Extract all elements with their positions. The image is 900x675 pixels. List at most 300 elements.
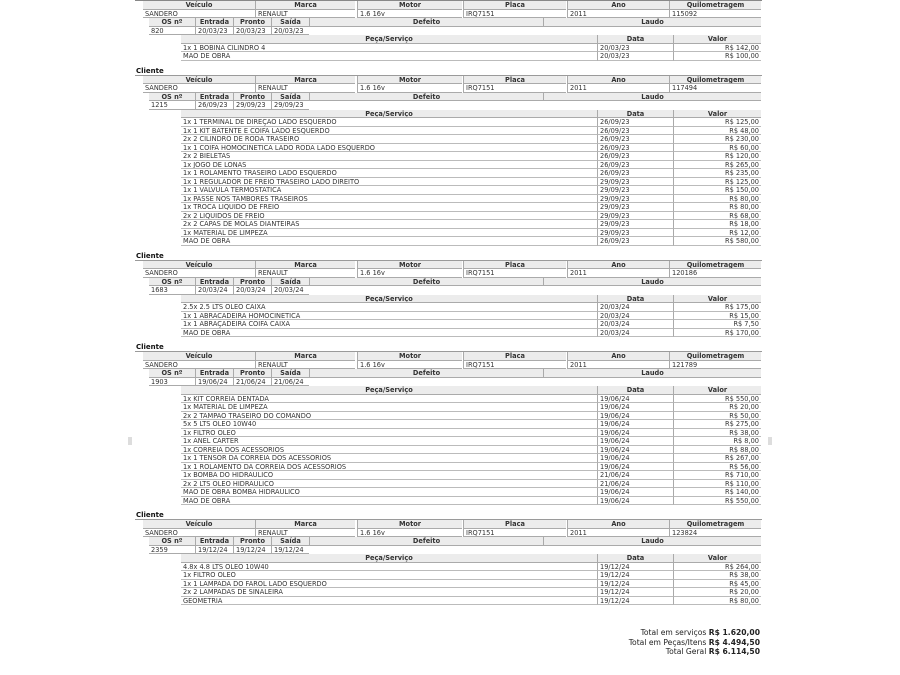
item-row — [135, 597, 762, 606]
items-header-row — [135, 295, 762, 304]
item-date: 19/12/24 — [597, 588, 673, 597]
item-row — [135, 169, 762, 178]
item-description: MAO DE OBRA — [181, 329, 597, 338]
item-row — [135, 118, 762, 127]
item-description: 1x 1 ABRACADEIRA HOMOCINETICA — [181, 312, 597, 321]
item-date: 19/06/24 — [597, 497, 673, 506]
item-description: 1x 1 COIFA HOMOCINETICA LADO RODA LADO ESQUERDO — [181, 144, 597, 153]
item-value: R$ 80,00 — [673, 597, 761, 606]
item-description: 5x 5 LTS OLEO 10W40 — [181, 420, 597, 429]
item-row — [135, 303, 762, 312]
col-motor: Motor — [357, 76, 462, 85]
item-value: R$ 80,00 — [673, 203, 761, 212]
placa-value: IRQ7151 — [463, 269, 566, 278]
item-value: R$ 150,00 — [673, 186, 761, 195]
item-value: R$ 7,50 — [673, 320, 761, 329]
items-header-row — [135, 386, 762, 395]
item-row — [135, 127, 762, 136]
item-row — [135, 480, 762, 489]
item-value: R$ 56,00 — [673, 463, 761, 472]
col-data: Data — [597, 110, 673, 119]
item-value: R$ 8,00 — [673, 437, 761, 446]
item-value: R$ 20,00 — [673, 588, 761, 597]
os-value-row — [135, 286, 762, 295]
item-description: 1x BOMBA DO HIDRAULICO — [181, 471, 597, 480]
item-date: 29/09/23 — [597, 178, 673, 187]
saida-value: 29/09/23 — [271, 101, 309, 110]
quilometragem-value: 123824 — [669, 529, 761, 538]
col-quilometragem: Quilometragem — [669, 352, 761, 361]
item-value: R$ 264,00 — [673, 563, 761, 572]
item-row — [135, 220, 762, 229]
item-date: 20/03/23 — [597, 44, 673, 53]
vehicle-header-row — [135, 1, 762, 10]
item-date: 29/09/23 — [597, 220, 673, 229]
item-value: R$ 38,00 — [673, 429, 761, 438]
item-description: 2x 2 LAMPADAS DE SINALEIRA — [181, 588, 597, 597]
col-defeito: Defeito — [309, 93, 543, 102]
col-motor: Motor — [357, 261, 462, 270]
item-value: R$ 550,00 — [673, 497, 761, 506]
col-data: Data — [597, 35, 673, 44]
item-row — [135, 563, 762, 572]
item-date: 29/09/23 — [597, 203, 673, 212]
item-date: 19/06/24 — [597, 412, 673, 421]
col-veiculo: Veículo — [143, 1, 255, 10]
col-entrada: Entrada — [195, 18, 233, 27]
col-defeito: Defeito — [309, 278, 543, 287]
item-date: 20/03/23 — [597, 52, 673, 61]
placa-value: IRQ7151 — [463, 529, 566, 538]
item-row — [135, 203, 762, 212]
entrada-value: 20/03/23 — [195, 27, 233, 36]
os-value-row — [135, 546, 762, 555]
service-record — [135, 1, 762, 61]
item-value: R$ 60,00 — [673, 144, 761, 153]
ano-value: 2011 — [567, 269, 669, 278]
item-date: 21/06/24 — [597, 471, 673, 480]
col-pronto: Pronto — [233, 93, 271, 102]
vehicle-header-row — [135, 520, 762, 529]
col-os: OS nº — [149, 537, 195, 546]
item-value: R$ 125,00 — [673, 118, 761, 127]
item-row — [135, 497, 762, 506]
col-marca: Marca — [255, 1, 355, 10]
item-row — [135, 403, 762, 412]
col-defeito: Defeito — [309, 18, 543, 27]
vehicle-value-row — [135, 84, 762, 93]
item-date: 19/06/24 — [597, 420, 673, 429]
item-row — [135, 463, 762, 472]
col-quilometragem: Quilometragem — [669, 261, 761, 270]
item-date: 19/06/24 — [597, 446, 673, 455]
item-row — [135, 488, 762, 497]
pronto-value: 19/12/24 — [233, 546, 271, 555]
vehicle-value-row — [135, 269, 762, 278]
col-pronto: Pronto — [233, 18, 271, 27]
item-row — [135, 320, 762, 329]
total-services-value: R$ 1.620,00 — [708, 628, 760, 637]
entrada-value: 19/06/24 — [195, 378, 233, 387]
col-peca-servico: Peça/Serviço — [181, 386, 597, 395]
item-value: R$ 12,00 — [673, 229, 761, 238]
total-services-label: Total em serviços — [640, 628, 707, 637]
vehicle-header-row — [135, 76, 762, 85]
col-laudo: Laudo — [543, 369, 761, 378]
item-description: 1x 1 LAMPADA DO FAROL LADO ESQUERDO — [181, 580, 597, 589]
col-entrada: Entrada — [195, 537, 233, 546]
item-row — [135, 312, 762, 321]
items-header-row — [135, 110, 762, 119]
total-parts-line — [629, 638, 760, 648]
item-date: 20/03/24 — [597, 312, 673, 321]
os-header-row — [135, 369, 762, 378]
item-date: 19/06/24 — [597, 463, 673, 472]
item-value: R$ 140,00 — [673, 488, 761, 497]
col-placa: Placa — [463, 261, 566, 270]
item-row — [135, 44, 762, 53]
item-row — [135, 186, 762, 195]
col-entrada: Entrada — [195, 93, 233, 102]
col-valor: Valor — [673, 386, 761, 395]
col-valor: Valor — [673, 554, 761, 563]
col-entrada: Entrada — [195, 369, 233, 378]
total-general-line — [629, 647, 760, 657]
item-row — [135, 429, 762, 438]
col-placa: Placa — [463, 1, 566, 10]
col-data: Data — [597, 295, 673, 304]
veiculo-value: SANDERO — [143, 269, 255, 278]
col-saida: Saída — [271, 18, 309, 27]
col-ano: Ano — [567, 520, 669, 529]
col-os: OS nº — [149, 369, 195, 378]
item-row — [135, 237, 762, 246]
totals-summary — [629, 628, 760, 657]
col-placa: Placa — [463, 352, 566, 361]
col-motor: Motor — [357, 520, 462, 529]
item-row — [135, 588, 762, 597]
item-date: 20/03/24 — [597, 329, 673, 338]
saida-value: 21/06/24 — [271, 378, 309, 387]
col-placa: Placa — [463, 76, 566, 85]
veiculo-value: SANDERO — [143, 529, 255, 538]
item-description: 1x PASSE NOS TAMBORES TRASEIROS — [181, 195, 597, 204]
item-description: 1x FILTRO OLEO — [181, 429, 597, 438]
item-date: 26/09/23 — [597, 135, 673, 144]
service-record — [135, 61, 762, 246]
item-date: 19/06/24 — [597, 429, 673, 438]
os-header-row — [135, 18, 762, 27]
col-data: Data — [597, 554, 673, 563]
item-date: 19/06/24 — [597, 454, 673, 463]
col-quilometragem: Quilometragem — [669, 1, 761, 10]
col-saida: Saída — [271, 369, 309, 378]
item-row — [135, 580, 762, 589]
item-description: 1x TROCA LIQUIDO DE FREIO — [181, 203, 597, 212]
item-row — [135, 437, 762, 446]
item-value: R$ 267,00 — [673, 454, 761, 463]
vehicle-header-row — [135, 352, 762, 361]
item-value: R$ 125,00 — [673, 178, 761, 187]
quilometragem-value: 115092 — [669, 10, 761, 19]
motor-value: 1.6 16v — [357, 361, 462, 370]
item-value: R$ 710,00 — [673, 471, 761, 480]
marca-value: RENAULT — [255, 529, 355, 538]
item-row — [135, 135, 762, 144]
item-description: 1x 1 VALVULA TERMOSTATICA — [181, 186, 597, 195]
os-value-row — [135, 27, 762, 36]
vehicle-header-row — [135, 261, 762, 270]
item-date: 29/09/23 — [597, 195, 673, 204]
item-date: 20/03/24 — [597, 303, 673, 312]
marca-value: RENAULT — [255, 269, 355, 278]
item-value: R$ 20,00 — [673, 403, 761, 412]
col-defeito: Defeito — [309, 537, 543, 546]
col-peca-servico: Peça/Serviço — [181, 554, 597, 563]
os-value-row — [135, 101, 762, 110]
marca-value: RENAULT — [255, 361, 355, 370]
os-header-row — [135, 278, 762, 287]
item-value: R$ 15,00 — [673, 312, 761, 321]
item-row — [135, 329, 762, 338]
motor-value: 1.6 16v — [357, 269, 462, 278]
col-peca-servico: Peça/Serviço — [181, 110, 597, 119]
os-value: 2359 — [149, 546, 195, 555]
item-description: MAO DE OBRA — [181, 52, 597, 61]
marca-value: RENAULT — [255, 10, 355, 19]
cliente-heading: Cliente — [136, 251, 164, 260]
item-date: 19/06/24 — [597, 403, 673, 412]
os-header-row — [135, 537, 762, 546]
item-date: 26/09/23 — [597, 152, 673, 161]
item-description: MAO DE OBRA BOMBA HIDRAULICO — [181, 488, 597, 497]
col-ano: Ano — [567, 1, 669, 10]
vehicle-value-row — [135, 10, 762, 19]
item-description: 1x KIT CORREIA DENTADA — [181, 395, 597, 404]
col-quilometragem: Quilometragem — [669, 520, 761, 529]
item-row — [135, 229, 762, 238]
pronto-value: 29/09/23 — [233, 101, 271, 110]
quilometragem-value: 121789 — [669, 361, 761, 370]
item-date: 29/09/23 — [597, 212, 673, 221]
col-saida: Saída — [271, 278, 309, 287]
item-description: 2x 2 CAPAS DE MOLAS DIANTEIRAS — [181, 220, 597, 229]
col-laudo: Laudo — [543, 537, 761, 546]
total-parts-label: Total em Peças/Itens — [628, 637, 707, 647]
pronto-value: 20/03/24 — [233, 286, 271, 295]
item-value: R$ 120,00 — [673, 152, 761, 161]
item-value: R$ 18,00 — [673, 220, 761, 229]
item-value: R$ 265,00 — [673, 161, 761, 170]
col-motor: Motor — [357, 1, 462, 10]
item-description: 1x JOGO DE LONAS — [181, 161, 597, 170]
os-value: 1683 — [149, 286, 195, 295]
item-date: 19/06/24 — [597, 395, 673, 404]
item-description: MAO DE OBRA — [181, 497, 597, 506]
item-row — [135, 395, 762, 404]
item-description: 1x FILTRO OLEO — [181, 571, 597, 580]
vehicle-value-row — [135, 361, 762, 370]
item-description: 1x 1 TENSOR DA CORREIA DOS ACESSORIOS — [181, 454, 597, 463]
col-laudo: Laudo — [543, 93, 761, 102]
veiculo-value: SANDERO — [143, 10, 255, 19]
item-date: 29/09/23 — [597, 229, 673, 238]
item-row — [135, 178, 762, 187]
item-date: 26/09/23 — [597, 127, 673, 136]
item-description: 1x 1 REGULADOR DE FREIO TRASEIRO LADO DIREITO — [181, 178, 597, 187]
item-description: 1x 1 ABRAÇADEIRA COIFA CAIXA — [181, 320, 597, 329]
item-date: 26/09/23 — [597, 169, 673, 178]
item-description: 1x 1 BOBINA CILINDRO 4 — [181, 44, 597, 53]
pronto-value: 21/06/24 — [233, 378, 271, 387]
col-veiculo: Veículo — [143, 352, 255, 361]
col-marca: Marca — [255, 261, 355, 270]
item-row — [135, 571, 762, 580]
items-header-row — [135, 35, 762, 44]
col-veiculo: Veículo — [143, 76, 255, 85]
os-value-row — [135, 378, 762, 387]
col-defeito: Defeito — [309, 369, 543, 378]
item-description: GEOMETRIA — [181, 597, 597, 606]
placa-value: IRQ7151 — [463, 84, 566, 93]
motor-value: 1.6 16v — [357, 529, 462, 538]
item-value: R$ 275,00 — [673, 420, 761, 429]
service-records — [135, 1, 762, 605]
item-row — [135, 212, 762, 221]
entrada-value: 20/03/24 — [195, 286, 233, 295]
item-value: R$ 38,00 — [673, 571, 761, 580]
col-quilometragem: Quilometragem — [669, 76, 761, 85]
veiculo-value: SANDERO — [143, 84, 255, 93]
col-saida: Saída — [271, 93, 309, 102]
item-value: R$ 45,00 — [673, 580, 761, 589]
col-entrada: Entrada — [195, 278, 233, 287]
total-parts-value: R$ 4.494,50 — [708, 637, 760, 647]
col-valor: Valor — [673, 295, 761, 304]
item-description: 1x ANEL CARTER — [181, 437, 597, 446]
col-ano: Ano — [567, 261, 669, 270]
col-pronto: Pronto — [233, 537, 271, 546]
page-edge-mark-left — [128, 437, 132, 445]
col-ano: Ano — [567, 352, 669, 361]
item-date: 20/03/24 — [597, 320, 673, 329]
item-description: 2x 2 LTS OLEO HIDRAULICO — [181, 480, 597, 489]
entrada-value: 26/09/23 — [195, 101, 233, 110]
item-value: R$ 110,00 — [673, 480, 761, 489]
item-date: 21/06/24 — [597, 480, 673, 489]
col-pronto: Pronto — [233, 369, 271, 378]
item-row — [135, 52, 762, 61]
item-value: R$ 48,00 — [673, 127, 761, 136]
saida-value: 20/03/24 — [271, 286, 309, 295]
item-value: R$ 80,00 — [673, 195, 761, 204]
os-value: 1215 — [149, 101, 195, 110]
item-date: 26/09/23 — [597, 118, 673, 127]
col-os: OS nº — [149, 18, 195, 27]
item-row — [135, 195, 762, 204]
col-placa: Placa — [463, 520, 566, 529]
items-header-row — [135, 554, 762, 563]
item-value: R$ 230,00 — [673, 135, 761, 144]
item-description: 2x 2 LIQUIDOS DE FREIO — [181, 212, 597, 221]
item-row — [135, 446, 762, 455]
item-date: 26/09/23 — [597, 161, 673, 170]
item-date: 19/12/24 — [597, 571, 673, 580]
total-general-value: R$ 6.114,50 — [708, 647, 760, 657]
col-veiculo: Veículo — [143, 520, 255, 529]
item-date: 26/09/23 — [597, 144, 673, 153]
vehicle-value-row — [135, 529, 762, 538]
total-general-label: Total Geral — [665, 647, 707, 657]
col-valor: Valor — [673, 110, 761, 119]
col-marca: Marca — [255, 520, 355, 529]
item-row — [135, 412, 762, 421]
cliente-heading: Cliente — [136, 66, 164, 75]
ano-value: 2011 — [567, 84, 669, 93]
item-value: R$ 170,00 — [673, 329, 761, 338]
item-date: 19/06/24 — [597, 437, 673, 446]
report-page — [135, 0, 762, 605]
col-peca-servico: Peça/Serviço — [181, 295, 597, 304]
item-value: R$ 142,00 — [673, 44, 761, 53]
item-row — [135, 144, 762, 153]
col-marca: Marca — [255, 352, 355, 361]
motor-value: 1.6 16v — [357, 84, 462, 93]
col-veiculo: Veículo — [143, 261, 255, 270]
item-row — [135, 420, 762, 429]
item-value: R$ 68,00 — [673, 212, 761, 221]
item-row — [135, 471, 762, 480]
item-description: 2x 2 BIELETAS — [181, 152, 597, 161]
pronto-value: 20/03/23 — [233, 27, 271, 36]
service-record — [135, 505, 762, 605]
item-value: R$ 175,00 — [673, 303, 761, 312]
col-os: OS nº — [149, 93, 195, 102]
item-value: R$ 580,00 — [673, 237, 761, 246]
item-description: 2.5x 2.5 LTS OLEO CAIXA — [181, 303, 597, 312]
item-value: R$ 235,00 — [673, 169, 761, 178]
item-row — [135, 152, 762, 161]
item-description: 2x 2 CILINDRO DE RODA TRASEIRO — [181, 135, 597, 144]
placa-value: IRQ7151 — [463, 10, 566, 19]
item-description: 1x 1 TERMINAL DE DIREÇÃO LADO ESQUERDO — [181, 118, 597, 127]
item-date: 19/12/24 — [597, 580, 673, 589]
item-description: 1x MATERIAL DE LIMPEZA — [181, 229, 597, 238]
entrada-value: 19/12/24 — [195, 546, 233, 555]
item-description: MAO DE OBRA — [181, 237, 597, 246]
col-valor: Valor — [673, 35, 761, 44]
os-header-row — [135, 93, 762, 102]
veiculo-value: SANDERO — [143, 361, 255, 370]
ano-value: 2011 — [567, 361, 669, 370]
os-value: 1903 — [149, 378, 195, 387]
item-description: 1x CORREIA DOS ACESSORIOS — [181, 446, 597, 455]
col-marca: Marca — [255, 76, 355, 85]
item-description: 2x 2 TAMPÃO TRASEIRO DO COMANDO — [181, 412, 597, 421]
cliente-heading: Cliente — [136, 511, 164, 519]
item-date: 29/09/23 — [597, 186, 673, 195]
col-os: OS nº — [149, 278, 195, 287]
col-laudo: Laudo — [543, 278, 761, 287]
col-data: Data — [597, 386, 673, 395]
ano-value: 2011 — [567, 10, 669, 19]
total-services-line — [629, 628, 760, 638]
placa-value: IRQ7151 — [463, 361, 566, 370]
saida-value: 20/03/23 — [271, 27, 309, 36]
col-motor: Motor — [357, 352, 462, 361]
cliente-heading: Cliente — [136, 343, 164, 351]
saida-value: 19/12/24 — [271, 546, 309, 555]
